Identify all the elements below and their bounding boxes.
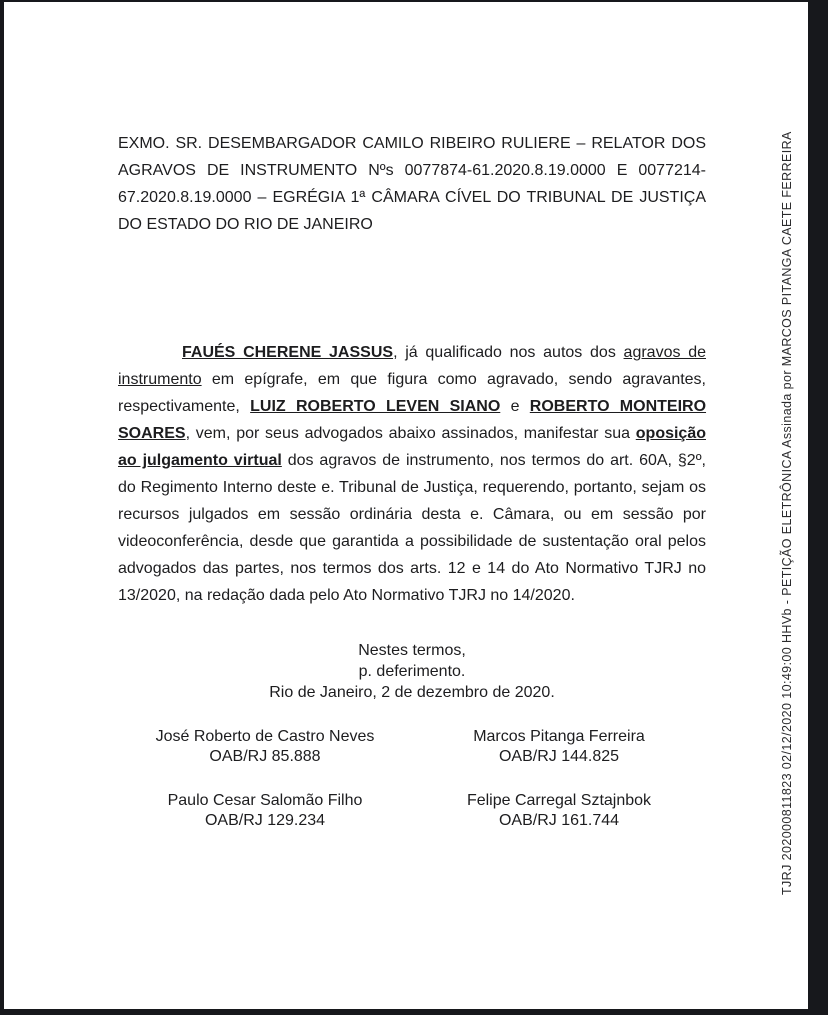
lawyer-oab: OAB/RJ 144.825 <box>498 748 620 765</box>
scan-edge-right <box>808 0 828 1015</box>
closing-line-terms: Nestes termos, <box>358 642 466 659</box>
closing-block <box>118 640 706 703</box>
signature-lawyer-3 <box>118 791 412 831</box>
electronic-petition-stamp: TJRJ 202000811823 02/12/2020 10:49:00 HHVb - PETIÇÃO ELETRÔNICA Assinada por MARCOS PITANGA CAETE FERREIRA <box>780 131 794 895</box>
scan-edge-left <box>0 0 4 1015</box>
lawyer-name: Paulo Cesar Salomão Filho <box>167 792 363 809</box>
lawyer-oab: OAB/RJ 85.888 <box>209 748 321 765</box>
scan-edge-bottom <box>0 1009 828 1015</box>
lawyer-name: José Roberto de Castro Neves <box>155 728 375 745</box>
addressee-header: EXMO. SR. DESEMBARGADOR CAMILO RIBEIRO RULIERE – RELATOR DOS AGRAVOS DE INSTRUMENTO Nºs 0077874-61.2020.8.19.0000 E 0077214-67.2020.8.19.0000 – EGRÉGIA 1ª CÂMARA CÍVEL DO TRIBUNAL DE JUSTIÇA DO ESTADO DO RIO DE JANEIRO <box>118 135 706 233</box>
lawyer-name: Felipe Carregal Sztajnbok <box>466 792 652 809</box>
closing-line-date: Rio de Janeiro, 2 de dezembro de 2020. <box>269 684 555 701</box>
petition-body-paragraph: FAUÉS CHERENE JASSUS, já qualificado nos autos dos agravos de instrumento em epígrafe, em que figura como agravado, sendo agravantes, respectivamente, LUIZ ROBERTO LEVEN SIANO e ROBERTO MONTEIRO SOARES, vem, por seus advogados abaixo assinados, manifestar sua oposição ao julgamento virtual dos agravos de instrumento, nos termos do art. 60A, §2º, do Regimento Interno deste e. Tribunal de Justiça, requerendo, portanto, sejam os recursos julgados em sessão ordinária desta e. Câmara, ou em sessão por videoconferência, desde que garantida a possibilidade de sustentação oral pelos advogados das partes, nos termos dos arts. 12 e 14 do Ato Normativo TJRJ no 13/2020, na redação dada pelo Ato Normativo TJRJ no 14/2020. <box>118 344 707 604</box>
closing-line-deferment: p. deferimento. <box>358 663 466 680</box>
signature-lawyer-4 <box>412 791 706 831</box>
signature-block <box>118 727 706 831</box>
signature-lawyer-1 <box>118 727 412 767</box>
signature-lawyer-2 <box>412 727 706 767</box>
lawyer-oab: OAB/RJ 161.744 <box>498 812 620 829</box>
lawyer-oab: OAB/RJ 129.234 <box>204 812 326 829</box>
lawyer-name: Marcos Pitanga Ferreira <box>473 728 645 745</box>
scan-edge-top <box>0 0 828 2</box>
